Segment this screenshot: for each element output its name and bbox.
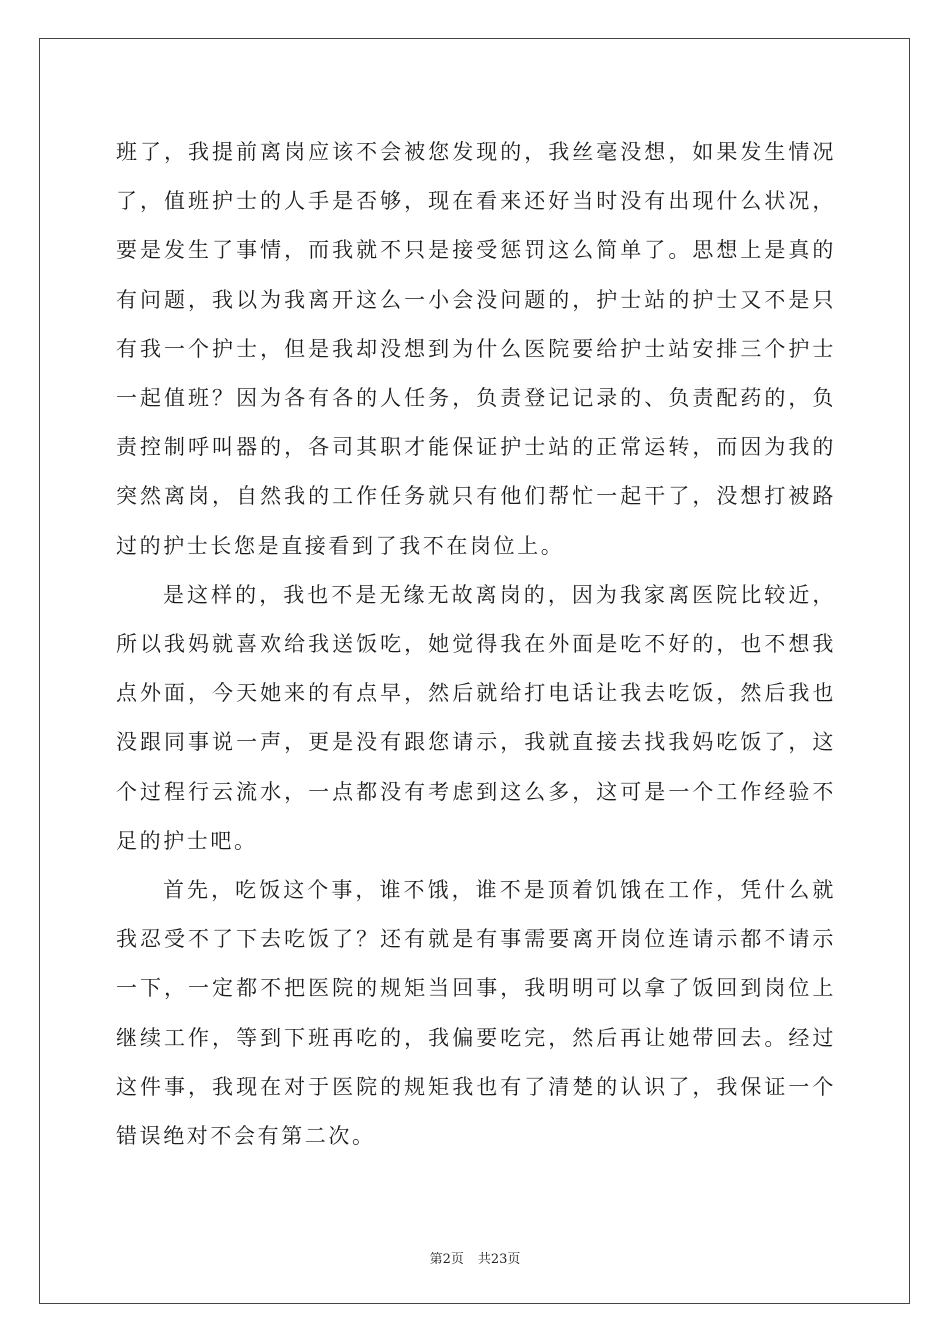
page-footer	[0, 1248, 950, 1267]
document-body	[116, 128, 836, 1161]
paragraph-1: 班了，我提前离岗应该不会被您发现的，我丝毫没想，如果发生情况了，值班护士的人手是否够，现在看来还好当时没有出现什么状况，要是发生了事情，而我就不只是接受惩罚这么简单了。思想上是真的有问题，我以为我离开这么一小会没问题的，护士站的护士又不是只有我一个护士，但是我却没想到为什么医院要给护士站安排三个护士一起值班？因为各有各的人任务，负责登记记录的、负责配药的，负责控制呼叫器的，各司其职才能保证护士站的正常运转，而因为我的突然离岗，自然我的工作任务就只有他们帮忙一起干了，没想打被路过的护士长您是直接看到了我不在岗位上。	[116, 140, 836, 558]
page-number: 第2页	[429, 1252, 464, 1267]
page-total: 共23页	[477, 1252, 521, 1267]
paragraph-2: 是这样的，我也不是无缘无故离岗的，因为我家离医院比较近，所以我妈就喜欢给我送饭吃，她觉得我在外面是吃不好的，也不想我点外面，今天她来的有点早，然后就给打电话让我去吃饭，然后我也没跟同事说一声，更是没有跟您请示，我就直接去找我妈吃饭了，这个过程行云流水，一点都没有考虑到这么多，这可是一个工作经验不足的护士吧。	[116, 582, 836, 853]
paragraph-3: 首先，吃饭这个事，谁不饿，谁不是顶着饥饿在工作，凭什么就我忍受不了下去吃饭了？还有就是有事需要离开岗位连请示都不请示一下，一定都不把医院的规矩当回事，我明明可以拿了饭回到岗位上继续工作，等到下班再吃的，我偏要吃完，然后再让她带回去。经过这件事，我现在对于医院的规矩我也有了清楚的认识了，我保证一个错误绝对不会有第二次。	[116, 878, 836, 1149]
